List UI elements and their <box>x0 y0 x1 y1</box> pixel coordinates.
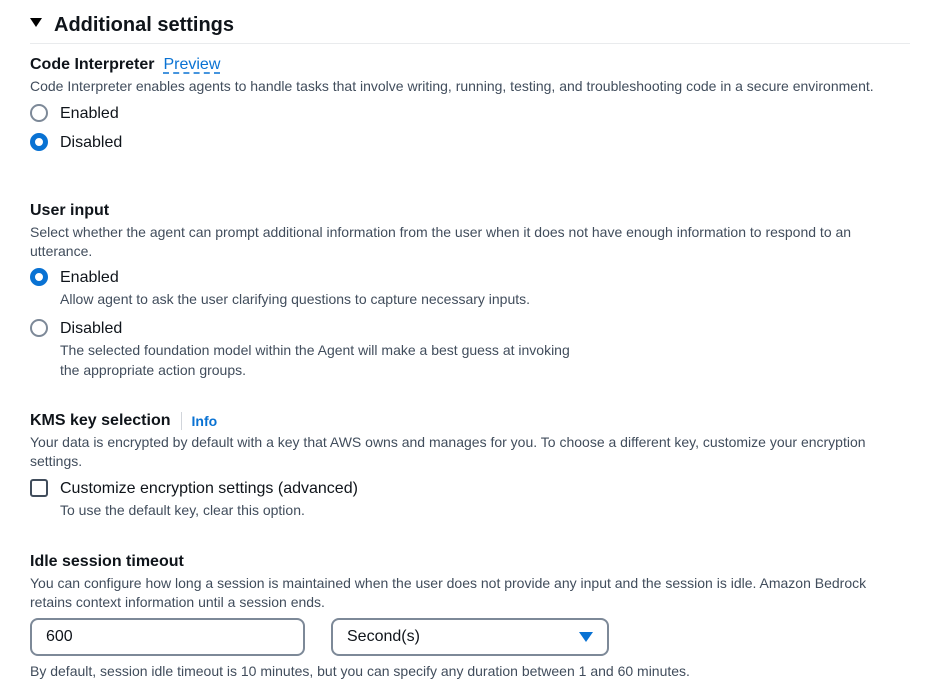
idle-timeout-description: You can configure how long a session is maintained when the user does not provide any input and the session is idle. Amazon Bedrock retains context information until a session ends. <box>30 575 867 610</box>
code-interpreter-option-enabled[interactable] <box>30 103 910 124</box>
customize-encryption-checkbox[interactable] <box>30 479 48 497</box>
radio-button[interactable] <box>30 104 48 122</box>
kms-description: Your data is encrypted by default with a key that AWS owns and manages for you. To choose a different key, customize your encryption settings. <box>30 434 866 469</box>
radio-label: Disabled <box>60 320 123 337</box>
user-input-label: User input <box>30 202 110 219</box>
radio-button-selected[interactable] <box>30 133 48 151</box>
info-link[interactable]: Info <box>181 412 218 430</box>
idle-timeout-note: By default, session idle timeout is 10 minutes, but you can specify any duration between 1 and 60 minutes. <box>30 663 690 679</box>
preview-link[interactable]: Preview <box>163 56 221 73</box>
radio-label: Enabled <box>60 105 119 122</box>
radio-description: Allow agent to ask the user clarifying questions to capture necessary inputs. <box>60 291 531 307</box>
user-input-option-enabled[interactable] <box>30 267 910 309</box>
idle-timeout-label: Idle session timeout <box>30 553 184 570</box>
radio-button[interactable] <box>30 319 48 337</box>
radio-label: Disabled <box>60 134 123 151</box>
radio-button-selected[interactable] <box>30 268 48 286</box>
user-input-option-disabled[interactable] <box>30 318 910 380</box>
code-interpreter-group <box>30 54 910 153</box>
kms-label-row <box>30 410 910 432</box>
code-interpreter-description: Code Interpreter enables agents to handle tasks that involve writing, running, testing, and troubleshooting code in a secure environment. <box>30 78 874 94</box>
kms-label: KMS key selection <box>30 412 171 429</box>
idle-timeout-input[interactable] <box>30 618 305 656</box>
radio-description: The selected foundation model within the Agent will make a best guess at invoking the appropriate action groups. <box>60 342 570 378</box>
user-input-description: Select whether the agent can prompt additional information from the user when it does not have enough information to respond to an utterance. <box>30 224 852 259</box>
idle-timeout-group <box>30 551 910 612</box>
select-value: Second(s) <box>347 628 420 645</box>
additional-settings-header[interactable] <box>30 12 910 44</box>
checkbox-description: To use the default key, clear this option. <box>60 502 305 518</box>
kms-group <box>30 410 910 520</box>
checkbox-label: Customize encryption settings (advanced) <box>60 480 358 497</box>
customize-encryption-option[interactable] <box>30 478 910 520</box>
radio-label: Enabled <box>60 269 119 286</box>
user-input-group <box>30 200 910 380</box>
caret-down-icon[interactable] <box>30 18 42 27</box>
code-interpreter-label-row <box>30 54 910 76</box>
code-interpreter-label: Code Interpreter <box>30 56 155 73</box>
section-title: Additional settings <box>54 14 234 36</box>
code-interpreter-option-disabled[interactable] <box>30 132 910 153</box>
caret-down-icon <box>579 632 593 642</box>
timeout-unit-select[interactable] <box>331 618 609 656</box>
